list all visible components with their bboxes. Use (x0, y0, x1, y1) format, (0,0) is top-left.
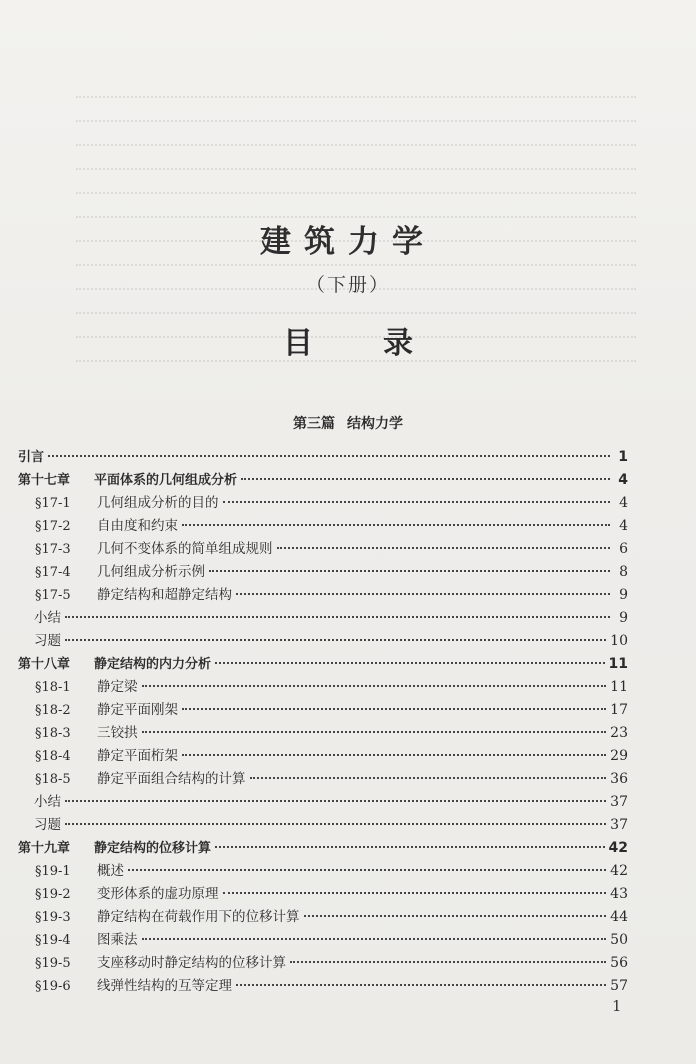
toc-section-row (18, 768, 628, 791)
section-number: §18-5 (35, 772, 71, 787)
toc-chapter-row (18, 653, 628, 676)
entry-page-number: 44 (610, 909, 628, 925)
dot-leader (65, 823, 606, 825)
dot-leader (241, 478, 610, 480)
dot-leader (142, 685, 607, 687)
entry-title: 三铰拱 (97, 725, 138, 741)
entry-page-number: 50 (610, 932, 628, 948)
contents-heading-char-1: 目 (283, 326, 313, 361)
entry-page-number: 10 (610, 633, 628, 649)
entry-title: 几何组成分析示例 (97, 564, 205, 580)
entry-page-number: 11 (610, 679, 628, 695)
part-heading (0, 413, 696, 433)
dot-leader (215, 846, 605, 848)
dot-leader (182, 708, 606, 710)
entry-page-number: 37 (610, 817, 628, 833)
toc-section-row (18, 676, 628, 699)
section-number: §18-2 (35, 703, 71, 718)
entry-title: 静定结构在荷载作用下的位移计算 (97, 909, 300, 925)
toc-section-row (18, 515, 628, 538)
entry-page-number: 11 (608, 656, 628, 672)
dot-leader (142, 731, 607, 733)
entry-title: 静定结构的内力分析 (94, 657, 212, 672)
contents-heading-char-2: 录 (383, 326, 413, 361)
dot-leader (65, 800, 606, 802)
section-number: §17-1 (35, 496, 71, 511)
entry-page-number: 17 (610, 702, 628, 718)
entry-title: 几何不变体系的简单组成规则 (97, 541, 273, 557)
dot-leader (277, 547, 611, 549)
entry-title: 概述 (97, 863, 124, 879)
toc-row (18, 607, 628, 630)
contents-heading (0, 318, 696, 362)
entry-page-number: 6 (619, 541, 628, 557)
section-number: §19-4 (35, 933, 71, 948)
entry-title: 平面体系的几何组成分析 (94, 473, 238, 488)
volume-label: （下册） (305, 274, 390, 296)
entry-page-number: 9 (619, 610, 628, 626)
section-number: §19-3 (35, 910, 71, 925)
entry-page-number: 36 (610, 771, 628, 787)
bleed-through-decoration (0, 0, 696, 430)
entry-title: 几何组成分析的目的 (97, 495, 219, 511)
entry-page-number: 56 (610, 955, 628, 971)
entry-title: 习题 (34, 633, 61, 649)
dot-leader (65, 616, 610, 618)
entry-page-number: 29 (610, 748, 628, 764)
entry-title: 静定平面组合结构的计算 (97, 771, 246, 787)
dot-leader (236, 593, 610, 595)
chapter-number: 第十七章 (18, 473, 71, 488)
part-label: 第三篇 (293, 416, 335, 432)
dot-leader (182, 524, 610, 526)
toc-row (18, 791, 628, 814)
entry-page-number: 23 (610, 725, 628, 741)
entry-page-number: 43 (610, 886, 628, 902)
dot-leader (304, 915, 607, 917)
dot-leader (209, 570, 610, 572)
toc-section-row (18, 860, 628, 883)
entry-page-number: 1 (618, 449, 628, 465)
section-number: §18-1 (35, 680, 71, 695)
toc-row (18, 814, 628, 837)
entry-title: 小结 (34, 794, 61, 810)
dot-leader (223, 892, 607, 894)
dot-leader (65, 639, 606, 641)
toc-chapter-row (18, 469, 628, 492)
dot-leader (223, 501, 611, 503)
dot-leader (142, 938, 607, 940)
toc-section-row (18, 722, 628, 745)
dot-leader (48, 455, 610, 457)
toc-chapter-row (18, 837, 628, 860)
dot-leader (215, 662, 605, 664)
entry-title: 引言 (18, 450, 45, 465)
entry-title: 线弹性结构的互等定理 (97, 978, 232, 994)
dot-leader (182, 754, 606, 756)
entry-page-number: 37 (610, 794, 628, 810)
section-number: §17-5 (35, 588, 71, 603)
entry-title: 静定结构的位移计算 (94, 841, 212, 856)
section-number: §17-2 (35, 519, 71, 534)
entry-page-number: 8 (619, 564, 628, 580)
dot-leader (290, 961, 606, 963)
toc-section-row (18, 745, 628, 768)
entry-page-number: 4 (619, 495, 628, 511)
dot-leader (128, 869, 606, 871)
toc-section-row (18, 975, 628, 998)
section-number: §17-3 (35, 542, 71, 557)
toc-section-row (18, 561, 628, 584)
entry-title: 静定平面刚架 (97, 702, 178, 718)
book-title: 建筑力学 (260, 224, 436, 260)
toc-section-row (18, 883, 628, 906)
table-of-contents (18, 446, 628, 998)
toc-row (18, 630, 628, 653)
section-number: §19-6 (35, 979, 71, 994)
part-title: 结构力学 (347, 416, 403, 432)
entry-page-number: 4 (619, 518, 628, 534)
chapter-number: 第十九章 (18, 841, 71, 856)
entry-page-number: 57 (610, 978, 628, 994)
section-number: §19-5 (35, 956, 71, 971)
toc-section-row (18, 952, 628, 975)
entry-page-number: 42 (608, 840, 628, 856)
dot-leader (250, 777, 607, 779)
entry-page-number: 4 (618, 472, 628, 488)
entry-title: 小结 (34, 610, 61, 626)
entry-title: 变形体系的虚功原理 (97, 886, 219, 902)
chapter-number: 第十八章 (18, 657, 71, 672)
entry-title: 图乘法 (97, 932, 138, 948)
section-number: §18-4 (35, 749, 71, 764)
toc-section-row (18, 492, 628, 515)
section-number: §18-3 (35, 726, 71, 741)
entry-title: 支座移动时静定结构的位移计算 (97, 955, 286, 971)
entry-title: 静定平面桁架 (97, 748, 178, 764)
section-number: §19-1 (35, 864, 71, 879)
toc-section-row (18, 906, 628, 929)
toc-section-row (18, 538, 628, 561)
entry-page-number: 9 (619, 587, 628, 603)
entry-title: 静定梁 (97, 679, 138, 695)
section-number: §19-2 (35, 887, 71, 902)
toc-section-row (18, 929, 628, 952)
toc-row (18, 446, 628, 469)
section-number: §17-4 (35, 565, 71, 580)
entry-title: 静定结构和超静定结构 (97, 587, 232, 603)
entry-page-number: 42 (610, 863, 628, 879)
toc-section-row (18, 584, 628, 607)
entry-title: 自由度和约束 (97, 518, 178, 534)
page-number: 1 (612, 997, 622, 1015)
entry-title: 习题 (34, 817, 61, 833)
toc-section-row (18, 699, 628, 722)
dot-leader (236, 984, 606, 986)
